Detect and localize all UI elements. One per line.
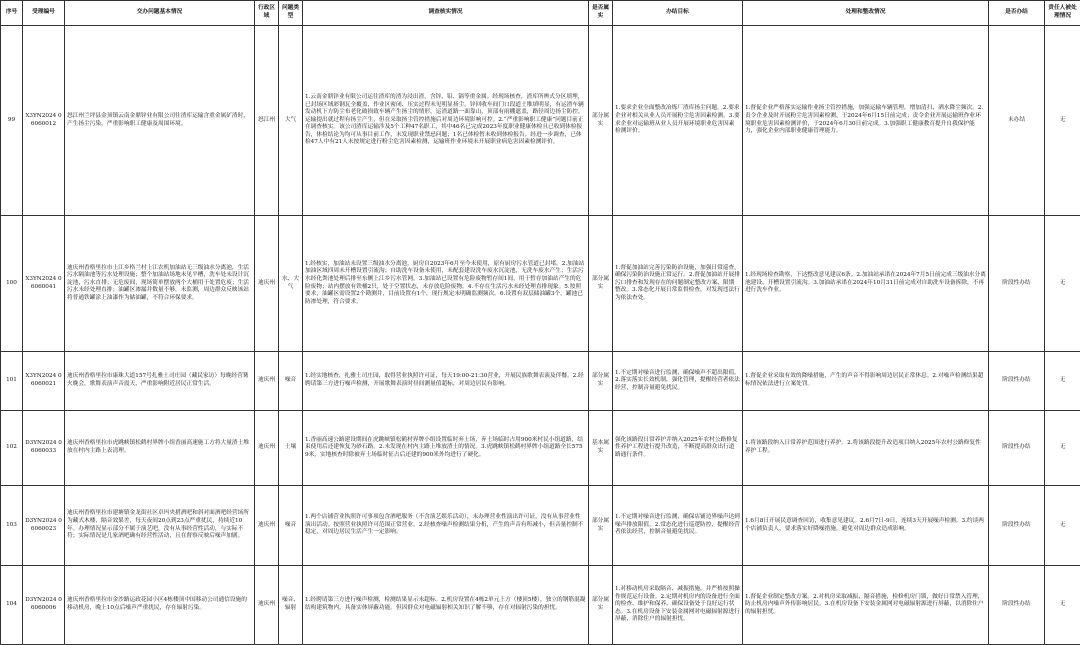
cell-truth: 部分属实 [589, 26, 613, 216]
cell-region: 迪庆州 [255, 486, 279, 566]
cell-basic: 怒江州兰坪县金顶镇云南金鼎锌业有限公司往渣库运输含重金属矿渣时，产生扬尘污染，严重影响职工健康及周围环境。 [65, 26, 255, 216]
cell-region: 迪庆州 [255, 566, 279, 645]
cell-responsible: 无 [1045, 26, 1080, 216]
cell-basic: 迪庆州香格里拉市建塘镇金龙街社区卓玛央措酒吧和斜对面酒吧经营场所为藏式木楼，隔音效果差，每天夜间20点到23点严重扰民，持续近10年。办理情况显示部分不属于演艺吧，没有从事经营性活动，与实际不符；实际情况是几家酒吧确有经营性活动，且在督察反映后噪声加剧。 [65, 486, 255, 566]
cell-type: 水、大气 [279, 216, 303, 352]
cell-seq: 102 [1, 411, 23, 486]
table-row [1, 352, 1080, 411]
cell-type: 土壤 [279, 411, 303, 486]
header-truth: 是否属实 [589, 1, 613, 26]
cell-handling: 1.6月8日开展民意调查回访，收集意见建议。2.6月7日-9日，连续3天开展噪声检测。3.约谈两个店铺负责人，要求落实好降噪措施，避免对周边群众造成影响。 [743, 486, 989, 566]
cell-seq: 104 [1, 566, 23, 645]
cell-goal: 1.对移动机房采取隔音、减振措施，并严格按照操作规范运行设备。2.定期对机房内的设备进行全面的检查、维护和保养，确保设备处于良好运行状态。3.在机房设备下安装金属网对电磁辐射源进行屏蔽，消除住户的辐射担忧。 [613, 566, 743, 645]
cell-basic: 迪庆州香格里拉市虎跳峡镇松鹤村界牌小组香丽高速施工方将大量渣土堆放在村内主路上表清理。 [65, 411, 255, 486]
cell-seq: 99 [1, 26, 23, 216]
header-region: 行政区域 [255, 1, 279, 26]
cell-done: 阶段性办结 [989, 352, 1045, 411]
cell-type: 噪音、辐射 [279, 566, 303, 645]
cell-truth: 部分属实 [589, 216, 613, 352]
cell-done: 未办结 [989, 26, 1045, 216]
header-basic: 交办问题基本情况 [65, 1, 255, 26]
cell-code: X3YN2024 06060041 [23, 216, 65, 352]
cell-goal: 1.不定期对噪音进行监测，确保店铺边界噪声达到噪声排放限值。2.常态化进行巡逻防控，提醒经营者依法经营，控制音量避免扰民。 [613, 486, 743, 566]
header-seq: 序号 [1, 1, 23, 26]
cell-responsible: 无 [1045, 411, 1080, 486]
cell-investigation: 1.香丽高速公路建设期间在虎跳峡镇松鹤村界牌小组设置临时弃土场，弃土场临时占用900米村民小组道路，结束使用后还建恢复为砂石路。2.未发现在村内主路上堆放渣土的情况。3.虎跳峡镇松鹤村界牌小组道路全长5759米，实地核查时除被弃土场临时征占后还建的900米外均进行了硬化。 [303, 411, 589, 486]
cell-code: D3YN2024 06060006 [23, 566, 65, 645]
cell-goal: 1.不定期对噪音进行监测，确保噪声不超出限值。2.落实落实长效机制，强化管理，提醒经营者依法经营，控制音量避免扰民。 [613, 352, 743, 411]
header-goal: 办结目标 [613, 1, 743, 26]
cell-investigation: 1.云南金鼎锌业有限公司运往渣库的渣为浸出渣，含锌、铅、镉等重金属。经现场核查，渣库所辨式分区填埋，已封场区域彩钢瓦全覆盖，作业区密闭、压实过程未见明显扬尘。锌回收车间门口段道土堆填明显，有运渣车辆发动机下方防尘布老化破损致车辆产生扬尘的情形，运渣道路一面靠山，顶部有雨棚遮盖，路径周边扬尘防控，运输提出就过程有扬尘产生，但在采取扬尘管控措施后对周边环境影响可控。2.“严重影响职工健康”问题目前正在调查核实。该公司渣库运输涉及5个工种47名职工，其中46名已完成2023年度职业健康体检且已收到体检报告，体检结论为均可从事目前工作，未发现职业禁忌问题；1名已体检暂未收到体检报告。经进一步调查，已体检47人中有21人未按规定进行粉尘危害因素检测，运输班作业环境未开展职业病危害因素检测评价。 [303, 26, 589, 216]
cell-truth: 部分属实 [589, 486, 613, 566]
cell-truth: 部分属实 [589, 352, 613, 411]
cell-region: 迪庆州 [255, 411, 279, 486]
cell-goal: 1.要求企业全面整改冶炼厂渣库扬尘问题。2.要求企业对相关从业人员开展粉尘危害因素检测。3.要求企业对运输班从业人员开展环境职业危害因素检测评价。 [613, 26, 743, 216]
cell-handling: 1.督促企业采取有效的降噪措施，产生的声音不得影响周边居民正常休息。2.对噪声检测结果超标情况依法进行立案处罚。 [743, 352, 989, 411]
cell-seq: 101 [1, 352, 23, 411]
cell-truth: 部分属实 [589, 566, 613, 645]
table-row [1, 411, 1080, 486]
cell-region: 怒江州 [255, 26, 279, 216]
cell-done: 阶段性办结 [989, 486, 1045, 566]
cell-handling: 1.督促企业制定整改方案。2.对机房采取减振、隔音措施，检修机房门锁，做好日常禁入管理，防止机房内噪声外传影响居民。3.在机房设备下安装金属网对电磁辐射源进行屏蔽，以消除住户的辐射担忧。 [743, 566, 989, 645]
cell-responsible: 无 [1045, 352, 1080, 411]
cell-basic: 迪庆州香格里拉市上江乡格兰村上江农机加油站无三级油水分离池，生活污水隔油池等污水处理设施；整个加油站场地未见平槽，洗车处未设计沉淀池，污水直排；无危废间，现场简单摆放两个大桶用于处置危废；生活污水未经处理直排；油罐区渗漏并数量不够，未监测，周边群众反映该站将普通铁罐涂上油漆作为储油罐，不符合环保要求。 [65, 216, 255, 352]
cell-region: 迪庆州 [255, 352, 279, 411]
cell-type: 大气 [279, 26, 303, 216]
cell-investigation: 1.经聘请第三方进行噪声检测，检测结果显示未超标。2.机房设置在4栋2单元上方（楼顶5楼），独立的钢筋混凝结构建筑物内，具备实体屏蔽功能。但因群众对电磁辐射相关知识了解不够，存在对辐射污染的担忧。 [303, 566, 589, 645]
header-code: 受理编号 [23, 1, 65, 26]
cell-goal: 强化该路段日常养护并纳入2025年农村公路修复性养护工程进行提升改造，不断提高群众出行道路通行条件。 [613, 411, 743, 486]
cell-seq: 100 [1, 216, 23, 352]
cell-code: X3YN2024 06060021 [23, 352, 65, 411]
cell-code: D3YN2024 06060023 [23, 486, 65, 566]
cell-done: 阶段性办结 [989, 216, 1045, 352]
cell-goal: 1.督促加油站完善污染防治设施，加强日常巡查，确保污染防治设施正常运行。2.督促加油站开展排污口排查和发现存在的问题制定整改方案、限期整改。3.常态化开展日常监督检查，对发现违法行为依法查处。 [613, 216, 743, 352]
cell-responsible: 无 [1045, 566, 1080, 645]
cell-type: 噪音 [279, 486, 303, 566]
header-type: 问题类型 [279, 1, 303, 26]
cell-handling: 1.经现场检查勘察，下达整改意见建议6条。2.加油站承诺在2024年7月5日前完成三级油水分离池建设、开槽设置引流沟。3.加油站承诺在2024年10月31日前完成对自助洗车设备拆除，不再进行洗车作业。 [743, 216, 989, 352]
table-row [1, 26, 1080, 216]
header-investigation: 调查核实情况 [303, 1, 589, 26]
header-done: 是否办结 [989, 1, 1045, 26]
cell-handling: 1.督促企业严格落实运输作业扬尘管控措施，加强运输车辆管理，增加清扫、洒水降尘频次。2.责令企业及时开展粉尘危害因素检测，于2024年6月15日前完成；责令企业开展运输班作业环境职业危害因素检测评价，于2024年6月30日前完成。3.加强职工健康教育提升自我保护能力，强化企业内部职业健康管理能力。 [743, 26, 989, 216]
cell-basic: 迪庆州香格里拉市金沙路运政花园小区4栋楼顶中国移动公司通信设施的移动机房，晚上10点后噪声严重扰民，存在辐射污染。 [65, 566, 255, 645]
cell-investigation: 1.两个店铺营业执照许可事项包含酒吧服务（不含演艺娱乐活动），未办理营业性演出许可证，没有从事营业性演出活动。按照营业执照许可范围正常营业。2.经核查噪声检测结果分析，产生的声音有所减小，但音量控制不稳定，对周边居民生活产生一定影响。 [303, 486, 589, 566]
table-row [1, 566, 1080, 645]
cell-code: D3YN2024 06060033 [23, 411, 65, 486]
cell-responsible: 无 [1045, 216, 1080, 352]
cell-done: 阶段性办结 [989, 566, 1045, 645]
table-row [1, 216, 1080, 352]
header-handling: 处理和整改情况 [743, 1, 989, 26]
table-row [1, 486, 1080, 566]
header-row [1, 1, 1080, 26]
header-responsible: 责任人被处理情况 [1045, 1, 1080, 26]
cell-investigation: 1.经核实，加油站未设置三级油水分离池，厨房自2023年6月至今未使用，原有厨房污水管道已封堵。2.加油站加油区域四周未开槽设置引流沟；自助洗车设备未使用，未配套建设洗车废水沉淀池，无洗车废水产生；生活污水经化粪池处理后排至东侧上江乡污水管网。3.加油站已设置有危险废物暂存间1间，用于暂存加油站产生的危险废物；站内摆放有铁桶2只，处于空置状态，未存放危险废物。4.不存在生活污水未经处理直排现象。5.按照要求，油罐区需设置2个勘测井，目前设置有1个，现行规定未明确监测频次。6.设置有双层储油罐3个，罐池已防渗处理，符合要求。 [303, 216, 589, 352]
cell-responsible: 无 [1045, 486, 1080, 566]
cell-basic: 迪庆州香格里拉市康珠大道157号扎雅土司庄园（藏民家访）每晚经营篝火晚会，歌舞表演声音震天，严重影响附近居民正常生活。 [65, 352, 255, 411]
cell-type: 噪音 [279, 352, 303, 411]
cell-done: 阶段性办结 [989, 411, 1045, 486]
cell-code: X3YN2024 06060012 [23, 26, 65, 216]
cell-investigation: 1.经实地核查，扎雅土司庄园，取得营业执照许可证，每天19:00-21:30营业，开展民族歌舞表演及伴餐。2.经聘请第三方进行噪声检测，开展歌舞表演时昼间测量值超标，对周边居民有影响。 [303, 352, 589, 411]
cell-handling: 1.将该路段纳入日常养护范围进行养护。2.将该路段提升改造项目纳入2025年农村公路修复性养护工程。 [743, 411, 989, 486]
cell-seq: 103 [1, 486, 23, 566]
cell-truth: 基本属实 [589, 411, 613, 486]
cell-region: 迪庆州 [255, 216, 279, 352]
